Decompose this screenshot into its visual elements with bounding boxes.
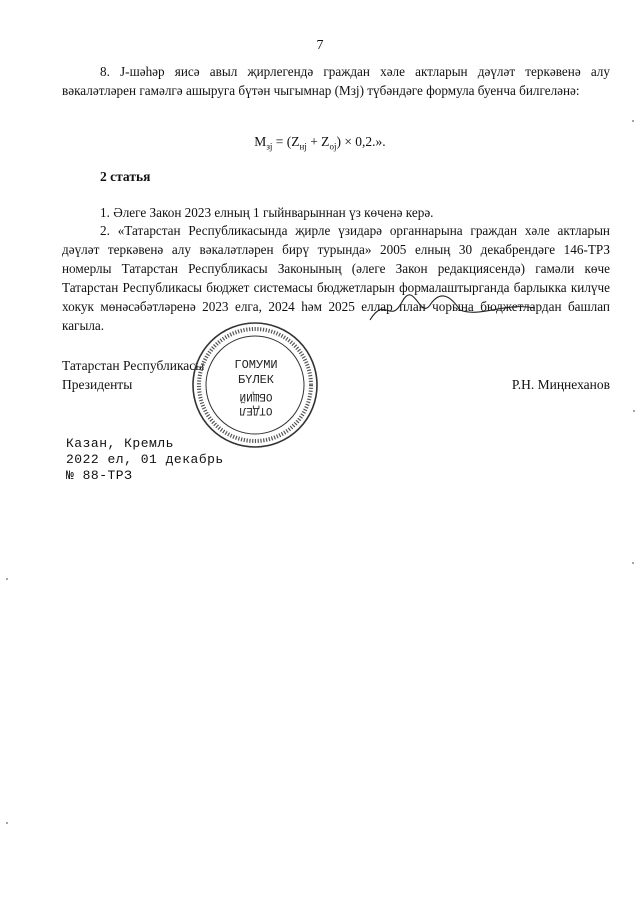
scan-speck: [633, 410, 635, 412]
formula-lhs: M: [254, 134, 267, 149]
stamp-upper-text: ГОМУМИ: [234, 358, 278, 372]
stamp-middle-text: БҮЛЕК: [237, 373, 275, 387]
stamp-lower-text-1: ОТДЕЛ: [239, 404, 273, 416]
scan-speck: [6, 578, 8, 580]
footer-date: 2022 ел, 01 декабрь: [66, 452, 224, 467]
formula-tail: ) × 0,2.».: [336, 134, 386, 149]
article-heading: 2 статья: [100, 169, 151, 184]
signature-title-line1: Татарстан Республикасы: [62, 358, 205, 373]
formula-sub2: oj: [329, 141, 337, 152]
article-item-1: 1. Әлеге Закон 2023 елның 1 гыйнварыннан үз көченә керә.: [100, 205, 434, 220]
formula-sub1: нj: [299, 141, 307, 152]
formula-lhs-sub: зj: [266, 141, 273, 152]
paragraph-8: 8. J-шәһәр яисә авыл җирлегендә граждан хәле актларын дәүләт теркәвенә алу вәкаләтләрен гамәлгә ашыруга бүтән чыгымнар (Mзj) түбәндәге формула буенча билгеләнә:: [62, 64, 610, 98]
handwritten-signature: [330, 290, 570, 330]
article-item-2: 2. «Татарстан Республикасында җирле үзидарә органнарына граждан хәле актларын дәүләт теркәвенә алу вәкаләтләрен бирү турында» 2005 елның 30 декабрендәге 146-ТРЗ номерлы Татарстан Республикасы Законының (әлеге Закон редакциясендә) гамәли көче Татарстан Республикасы бюджет системасы бюджетларын формалаштырганда барлыкка килүче хокук мөнәсәбәтләренә 2023 елга, 2024 һәм 2025 еллар план чорына бюджетлардан башлап кагыла.: [62, 223, 610, 333]
page-number: 7: [316, 38, 324, 53]
scan-speck: [6, 822, 8, 824]
signature-name: Р.Н. Миңнеханов: [511, 377, 610, 392]
formula: [0, 134, 640, 152]
formula-plus: + Z: [306, 134, 330, 149]
formula-mid: = (Z: [272, 134, 300, 149]
footer-number: № 88-ТРЗ: [66, 468, 133, 483]
official-stamp: [190, 320, 320, 450]
scan-speck: [632, 120, 634, 122]
scan-speck: [632, 562, 634, 564]
signature-title-line2: Президенты: [62, 377, 133, 392]
stamp-lower-text-2: ОБЩИЙ: [239, 390, 273, 402]
footer-place: Казан, Кремль: [66, 436, 174, 451]
